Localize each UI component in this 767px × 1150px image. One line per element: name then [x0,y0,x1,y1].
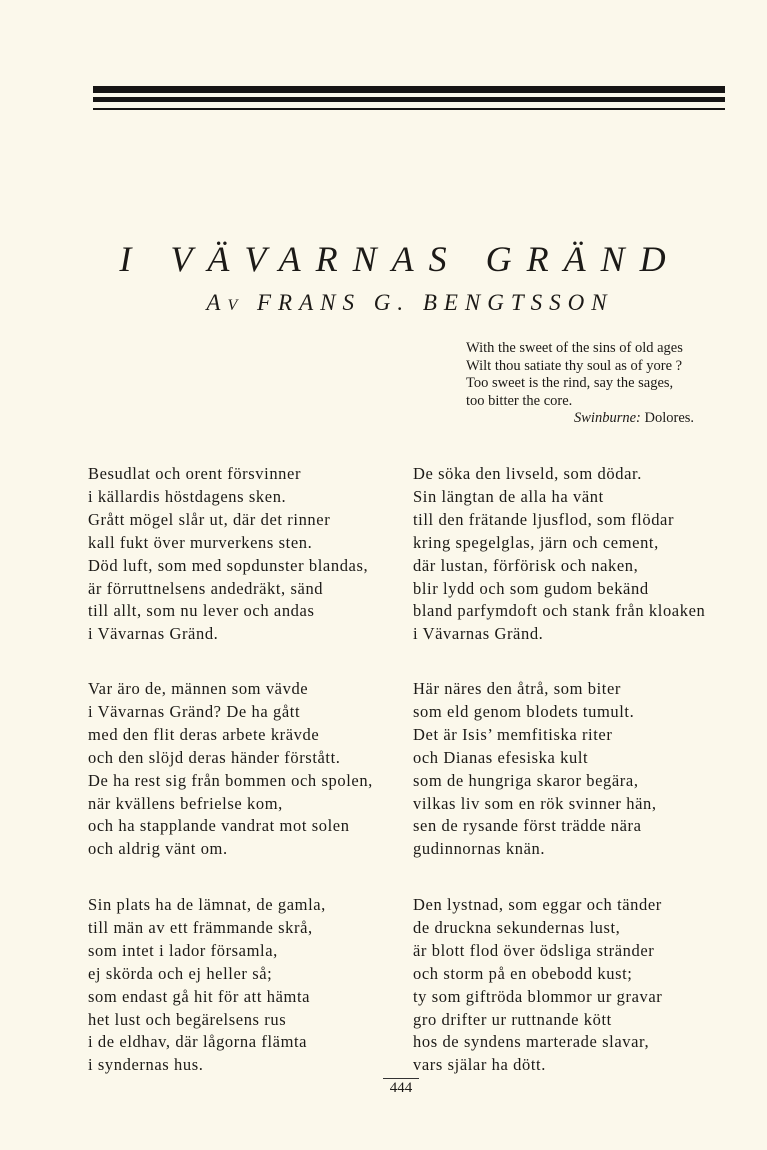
verse-line: vars själar ha dött. [413,1055,546,1075]
poem-title: I VÄVARNAS GRÄND [119,239,681,279]
author-name: FRANS G. BENGTSSON [256,290,614,315]
verse-line: Sin längtan de alla ha vänt [413,486,604,506]
decorative-rule-medium [93,97,725,102]
verse-line: Här näres den åtrå, som biter [413,679,621,698]
stanza-6 [413,894,662,1077]
stanza-5 [88,894,326,1077]
verse-line: De ha rest sig från bommen och spolen, [88,770,373,790]
verse-line: blir lydd och som gudom bekänd [413,578,649,598]
verse-line: gudinnornas knän. [413,839,546,859]
epigraph-line: Wilt thou satiate thy soul as of yore ? [466,357,683,374]
verse-line: kring spegelglas, järn och cement, [413,532,659,552]
verse-line: sen de rysande först trädde nära [413,816,642,836]
decorative-rule-thin [93,108,725,110]
verse-line: där lustan, förförisk och naken, [413,555,639,575]
epigraph [466,340,694,428]
author-prefix-a: A [206,290,228,315]
verse-line: Grått mögel slår ut, där det rinner [88,509,331,529]
epigraph-line: too bitter the core. [466,392,573,409]
verse-line: som endast gå hit för att hämta [88,986,311,1006]
verse-line: med den flit deras arbete krävde [88,724,320,744]
verse-line: som de hungriga skaror begära, [413,770,639,790]
verse-line: och den slöjd deras händer förstått. [88,747,341,767]
verse-line: och ha stapplande vandrat mot solen [88,816,350,836]
author-prefix-v: V [227,297,245,314]
decorative-rule-thick [93,86,725,93]
verse-line: i Vävarnas Gränd. [413,624,544,644]
verse-line: och storm på en obebodd kust; [413,963,633,983]
verse-line: i Vävarnas Gränd. [88,624,219,644]
verse-line: är förruttnelsens andedräkt, sänd [88,578,324,598]
verse-line: till den frätande ljusflod, som flödar [413,509,675,529]
verse-line: i Vävarnas Gränd? De ha gått [88,701,301,721]
page-number: 444 [383,1078,419,1097]
verse-line: i syndernas hus. [88,1055,204,1075]
verse-line: som intet i lador församla, [88,940,278,960]
epigraph-line: Too sweet is the rind, say the sages, [466,375,674,392]
stanza-2 [413,463,705,646]
verse-line: när kvällens befrielse kom, [88,793,283,813]
stanza-1 [88,463,368,646]
verse-line: som eld genom blodets tumult. [413,701,635,721]
author-byline [0,290,767,316]
verse-line: till allt, som nu lever och andas [88,601,315,621]
epigraph-source-work: Dolores. [644,410,695,427]
verse-line: till män av ett främmande skrå, [88,917,313,937]
verse-line: och aldrig vänt om. [88,839,228,859]
verse-line: Den lystnad, som eggar och tänder [413,895,662,914]
stanza-4 [413,678,657,861]
verse-line: Var äro de, männen som vävde [88,679,309,698]
verse-line: vilkas liv som en rök svinner hän, [413,793,657,813]
verse-line: hos de syndens marterade slavar, [413,1032,650,1052]
verse-line: i de eldhav, där lågorna flämta [88,1032,308,1052]
verse-line: Sin plats ha de lämnat, de gamla, [88,895,326,914]
verse-line: Besudlat och orent försvinner [88,464,302,483]
verse-line: i källardis höstdagens sken. [88,486,287,506]
verse-line: kall fukt över murverkens sten. [88,532,313,552]
verse-line: Död luft, som med sopdunster blandas, [88,555,369,575]
epigraph-source-author: Swinburne: [574,410,641,427]
verse-line: Det är Isis’ memfitiska riter [413,724,613,744]
epigraph-line: With the sweet of the sins of old ages [466,340,683,356]
verse-line: de druckna sekundernas lust, [413,917,621,937]
verse-line: ty som giftröda blommor ur gravar [413,986,663,1006]
verse-line: De söka den livseld, som dödar. [413,464,642,483]
verse-line: och Dianas efesiska kult [413,747,589,767]
stanza-3 [88,678,373,861]
verse-line: bland parfymdoft och stank från kloaken [413,601,706,621]
verse-line: gro drifter ur ruttnande kött [413,1009,612,1029]
verse-line: ej skörda och ej heller så; [88,963,273,983]
verse-line: är blott flod över ödsliga stränder [413,940,655,960]
epigraph-source [466,410,694,428]
verse-line: het lust och begärelsens rus [88,1009,287,1029]
